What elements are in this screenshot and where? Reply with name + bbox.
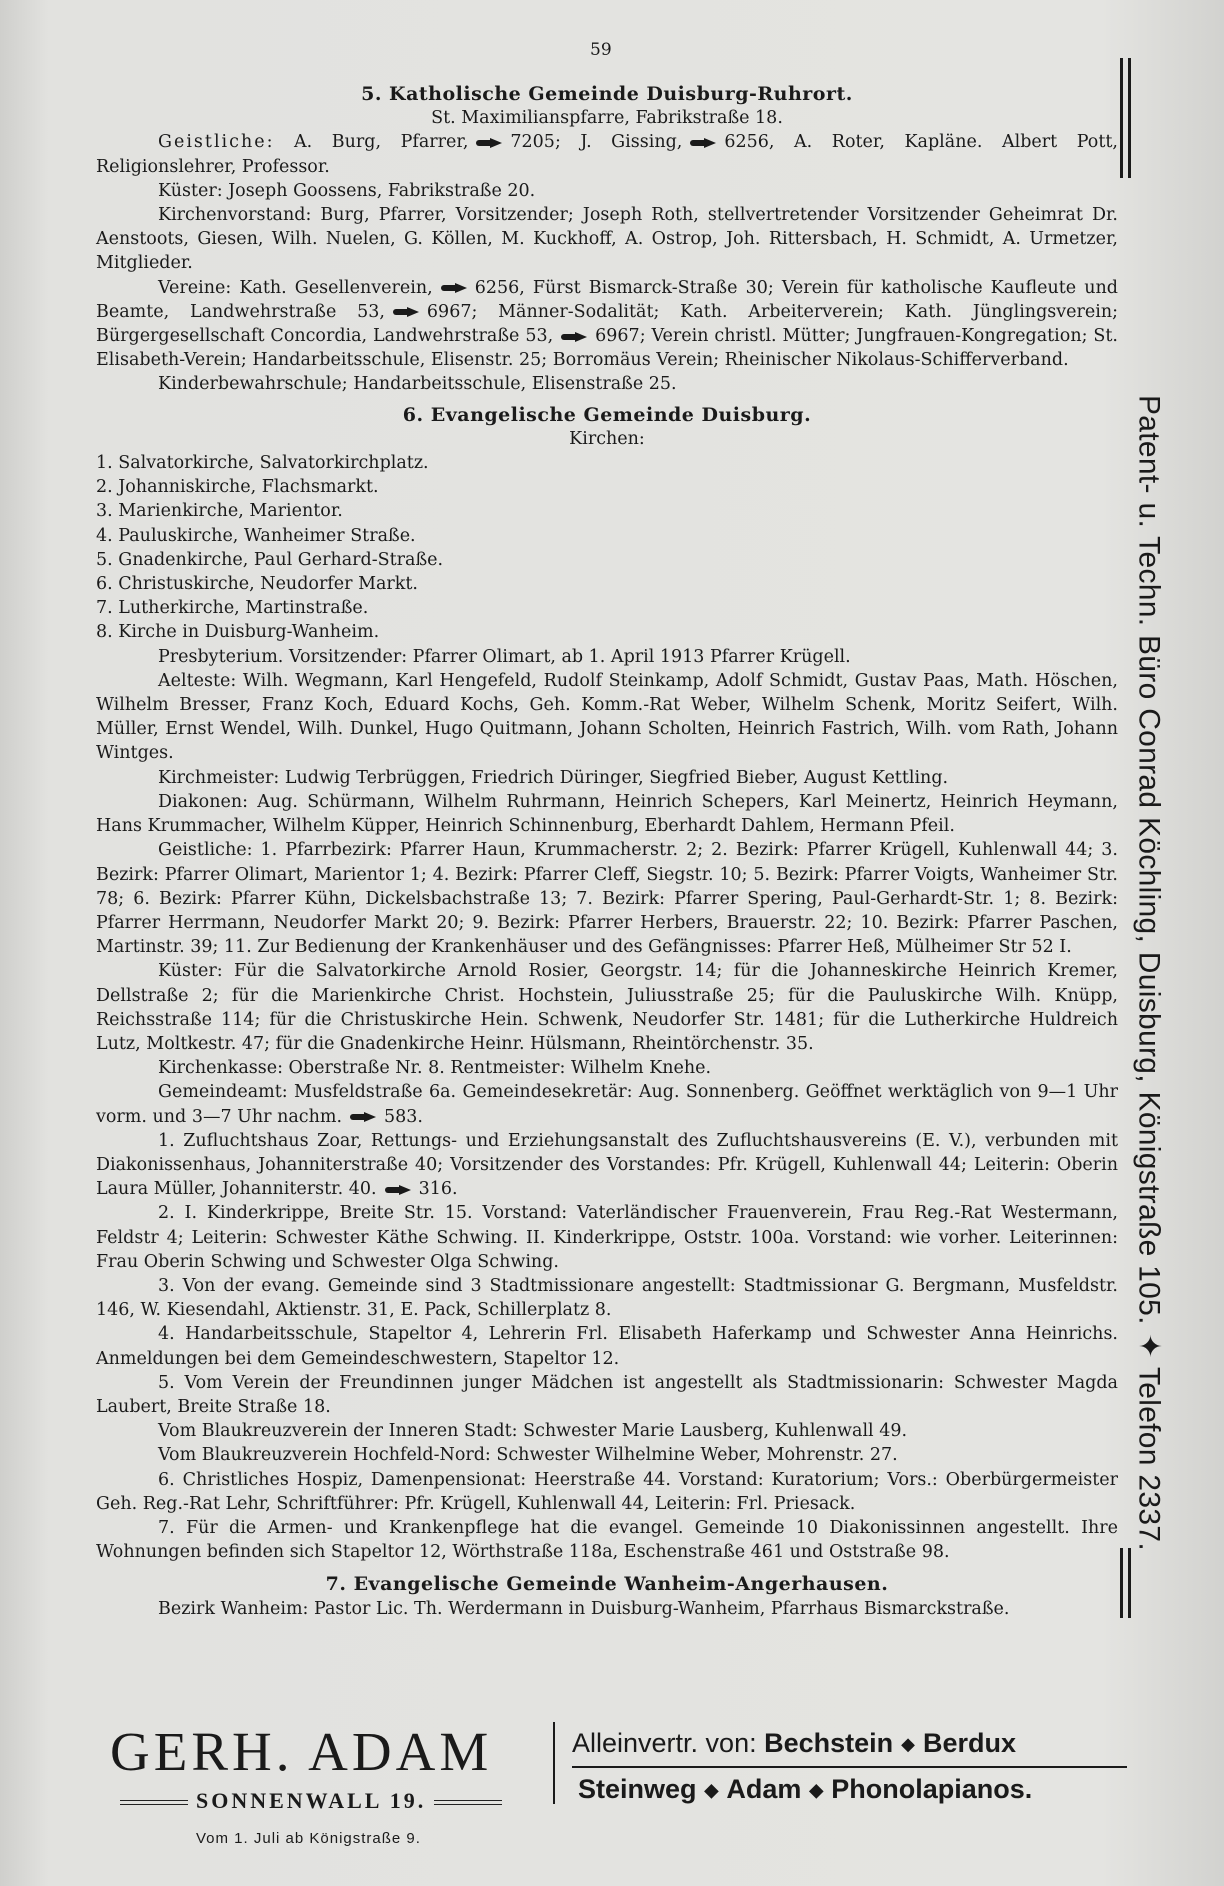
sidebar-advertisement [1112, 58, 1186, 1618]
ad-brand: Adam [726, 1774, 802, 1804]
kuester: Küster: Für die Salvatorkirche Arnold Rosier, Georgstr. 14; für die Johanneskirche Heinrich Kremer, Dellstraße 2; für die Marienkirche Christ. Hochstein, Juliusstraße 25; für die Pauluskirche Wilh. Knüpp, Reichsstraße 114; für die Christuskirche Hein. Schwenk, Neudorfer Str. 1481; für die Lutherkirche Huldreich Lutz, Moltkestr. 47; für die Gnadenkirche Heinr. Hülsmann, Rheintörchenstr. 35. [96, 961, 1118, 1054]
church-item: 5. Gnadenkirche, Paul Gerhard-Straße. [96, 549, 444, 570]
church-item: 6. Christuskirche, Neudorfer Markt. [96, 574, 418, 595]
sidebar-rule [1128, 58, 1131, 178]
gemeindeamt-text: Gemeindeamt: Musfeldstraße 6a. Gemeindesekretär: Aug. Sonnenberg. Geöffnet werktäglich von 9—1 Uhr vorm. und 3—7 Uhr nachm. [96, 1082, 1118, 1127]
vereine-a: Vereine: Kath. Gesellenverein, [158, 277, 433, 298]
church-item: 1. Salvatorkirche, Salvatorkirchplatz. [96, 453, 429, 474]
section-5-kinder: Kinderbewahrschule; Handarbeitsschule, Elisenstraße 25. [158, 374, 677, 395]
gemeindeamt [96, 1080, 1118, 1128]
main-text-column [96, 82, 1118, 1621]
vereine-c: Männer-Sodalität; Kath. Arbeiterverein; Kath. Jünglingsverein; Bürgergesellschaft Concordia, Landwehrstraße 53, [96, 301, 1118, 347]
telephone-icon [381, 1185, 415, 1195]
sidebar-rule [1128, 1548, 1131, 1618]
church-item: 4. Pauluskirche, Wanheimer Straße. [96, 525, 416, 546]
ad-brand: Steinweg [578, 1774, 697, 1804]
churches-list [96, 451, 1118, 645]
institution-1-tel: 316. [418, 1179, 458, 1200]
vereine-tel1: 6256, [474, 277, 525, 298]
aelteste: Aelteste: Wilh. Wegmann, Karl Hengefeld, Rudolf Steinkamp, Adolf Schmidt, Gustav Paas, Math. Höschen, Wilhelm Bresser, Franz Koch, Eduard Kochs, Geh. Komm.-Rat Weber, Wilhelm Schenk, Moritz Seifert, Wilh. Müller, Ernst Wendel, Wilh. Dunkel, Hugo Quitmann, Johann Scholten, Heinrich Fastrich, Wilh. vom Rath, Johann Wintges. [96, 670, 1118, 764]
ad-line-2 [578, 1774, 1032, 1805]
institution-2: 2. I. Kinderkrippe, Breite Str. 15. Vorstand: Vaterländischer Frauenverein, Frau Reg.-Rat Westermann, Feldstr 4; Leiterin: Schwester Käthe Schwing. II. Kinderkrippe, Oststr. 100a. Vorstand: wie vorher. Leiterinnen: Frau Oberin Schwing und Schwester Olga Schwing. [96, 1203, 1118, 1272]
diamond-icon: ◆ [809, 1780, 824, 1801]
section-7-text: Bezirk Wanheim: Pastor Lic. Th. Werdermann in Duisburg-Wanheim, Pfarrhaus Bismarckstraße. [158, 1598, 1010, 1619]
clergy-a-tel: 7205; [510, 132, 561, 153]
page-number: 59 [590, 40, 612, 60]
gemeindeamt-tel: 583. [384, 1106, 423, 1127]
ad-rule [572, 1766, 1127, 1768]
section-5-clergy [96, 130, 1118, 178]
diamond-icon: ◆ [704, 1780, 719, 1801]
institution-1 [96, 1129, 1118, 1202]
ad-company-name: GERH. ADAM [110, 1721, 493, 1782]
institution-4: 4. Handarbeitsschule, Stapeltor 4, Lehrerin Frl. Elisabeth Haferkamp und Schwester Anna Heinrichs. Anmeldungen bei dem Gemeindeschwestern, Stapeltor 12. [96, 1324, 1118, 1369]
clergy-c: A. Roter, Kapläne. [794, 132, 983, 153]
vereine-b: Fürst Bismarck-Straße 30; Verein für katholische Kaufleute und Beamte, Landwehrstraße 53, [96, 277, 1118, 322]
institution-6: 6. Christliches Hospiz, Damenpensionat: Heerstraße 44. Vorstand: Kuratorium; Vors.: Oberbürgermeister Geh. Reg.-Rat Lehr, Schriftführer: Pfr. Krügell, Kuhlenwall 44, Leiterin: Frl. Priesack. [96, 1469, 1118, 1514]
section-5-vereine [96, 276, 1118, 373]
section-6-title: 6. Evangelische Gemeinde Duisburg. [402, 403, 812, 426]
church-item: 3. Marienkirche, Marientor. [96, 501, 343, 522]
ad-divider [553, 1722, 555, 1804]
vereine-tel3: 6967; [595, 326, 646, 347]
diamond-icon: ◆ [901, 1734, 915, 1755]
church-item: 2. Johanniskirche, Flachsmarkt. [96, 477, 379, 498]
ad-line1-prefix: Alleinvertr. von: [572, 1728, 757, 1758]
section-5-sexton: Küster: Joseph Goossens, Fabrikstraße 20. [158, 180, 536, 201]
presbyterium: Presbyterium. Vorsitzender: Pfarrer Olimart, ab 1. April 1913 Pfarrer Krügell. [158, 646, 851, 667]
kirchmeister: Kirchmeister: Ludwig Terbrüggen, Friedrich Düringer, Siegfried Bieber, August Kettling. [158, 767, 949, 788]
section-7-title: 7. Evangelische Gemeinde Wanheim-Angerhausen. [325, 1573, 889, 1596]
ad-brand: Bechstein [764, 1728, 894, 1758]
institution-5c: Vom Blaukreuzverein Hochfeld-Nord: Schwester Wilhelmine Weber, Mohrenstr. 27. [158, 1445, 898, 1466]
institution-5: 5. Vom Verein der Freundinnen junger Mädchen ist angestellt als Stadtmissionarin: Schwester Magda Laubert, Breite Straße 18. [96, 1372, 1118, 1417]
ad-address: SONNENWALL 19. [196, 1788, 427, 1813]
telephone-icon [686, 138, 720, 148]
ad-brand: Berdux [923, 1728, 1017, 1758]
church-item: 8. Kirche in Duisburg-Wanheim. [96, 622, 380, 643]
telephone-icon [472, 138, 506, 148]
institution-7: 7. Für die Armen- und Krankenpflege hat die evangel. Gemeinde 10 Diakonissinnen angestellt. Ihre Wohnungen befinden sich Stapeltor 12, Wörthstraße 118a, Eschenstraße 461 und Oststraße 98. [96, 1517, 1118, 1563]
church-item: 7. Lutherkirche, Martinstraße. [96, 598, 369, 619]
clergy-label: Geistliche: [158, 132, 275, 153]
telephone-icon [346, 1112, 380, 1122]
diakonen: Diakonen: Aug. Schürmann, Wilhelm Ruhrmann, Heinrich Schepers, Karl Meinertz, Heinrich Heymann, Hans Krummacher, Wilhelm Küpper, Heinrich Schinnenburg, Eberhardt Dahlem, Hermann Pfeil. [96, 791, 1118, 837]
geistliche: Geistliche: 1. Pfarrbezirk: Pfarrer Haun, Krummacherstr. 2; 2. Bezirk: Pfarrer Krügell, Kuhlenwall 44; 3. Bezirk: Pfarrer Olimart, Marientor 1; 4. Bezirk: Pfarrer Cleff, Siegstr. 10; 5. Bezirk: Pfarrer Voigts, Wanheimer Str. 78; 6. Bezirk: Pfarrer Kühn, Dickelsbachstraße 13; 7. Bezirk: Pfarrer Spering, Paul-Gerhardt-Str. 1; 8. Bezirk: Pfarrer Herrmann, Neudorfer Markt 20; 9. Bezirk: Pfarrer Herbers, Brauerstr. 22; 10. Bezirk: Pfarrer Paschen, Martinstr. 39; 11. Zur Bedienung der Krankenhäuser und des Gefängnisses: Pfarrer Heß, Mülheimer Str 52 I. [96, 840, 1118, 958]
board-line-3: H. Schmidt, A. Urmetzer, Mitglieder. [96, 229, 1118, 274]
vereine-tel2: 6967; [426, 301, 478, 322]
telephone-icon [557, 332, 591, 342]
clergy-b: J. Gissing, [580, 132, 683, 153]
clergy-b-tel: 6256, [724, 132, 775, 153]
board-line-1: Kirchenvorstand: Burg, Pfarrer, Vorsitzender; Joseph Roth, stellvertretender Vorsitzender [158, 205, 980, 226]
institution-5b: Vom Blaukreuzverein der Inneren Stadt: Schwester Marie Lausberg, Kuhlenwall 49. [158, 1421, 908, 1442]
section-5-board [96, 203, 1118, 276]
vereine-d: Verein christl. Mütter; Jungfrauen-Kongregation; St. Elisabeth-Verein; Handarbeitsschule, Elisenstr. 25; Borromäus Verein; Rheinischer Nikolaus-Schifferverband. [96, 326, 1118, 371]
telephone-icon [389, 307, 423, 317]
churches-heading: Kirchen: [569, 428, 645, 449]
ad-brand: Phonolapianos. [831, 1774, 1033, 1804]
sidebar-rule [1120, 1548, 1123, 1618]
institution-3: 3. Von der evang. Gemeinde sind 3 Stadtmissionare angestellt: Stadtmissionar G. Bergmann, Musfeldstr. 146, W. Kiesendahl, Aktienstr. 31, E. Pack, Schillerplatz 8. [96, 1275, 1118, 1321]
ad-move-note: Vom 1. Juli ab Königstraße 9. [196, 1830, 421, 1847]
clergy-line2: Albert Pott, Religionslehrer, Professor. [96, 132, 1118, 177]
institution-1-text: 1. Zufluchtshaus Zoar, Rettungs- und Erziehungsanstalt des Zufluchtshausvereins (E. V.), verbunden mit Diakonissenhaus, Johanniterstraße 40; Vorsitzender des Vorstandes: Pfr. Krügell, Kuhlenwall 44; Leiterin: Oberin Laura Müller, Johanniterstr. 40. [96, 1130, 1118, 1200]
clergy-a: A. Burg, Pfarrer, [294, 132, 469, 153]
bottom-advertisement [96, 1722, 1126, 1862]
section-5-title: 5. Katholische Gemeinde Duisburg-Ruhrort. [361, 83, 853, 105]
kirchenkasse: Kirchenkasse: Oberstraße Nr. 8. Rentmeister: Wilhelm Knehe. [158, 1058, 712, 1079]
sidebar-text: Patent- u. Techn. Büro Conrad Köchling, Duisburg, Königstraße 105. ✦ Telefon 2337. [1132, 395, 1166, 1551]
sidebar-rule [1120, 58, 1123, 178]
board-line-2: Geheimrat Dr. Aenstoots, Giesen, Wilh. Nuelen, G. Köllen, M. Kuckhoff, A. Ostrop, Joh. Rittersbach, [96, 205, 1118, 250]
ad-line-1 [572, 1728, 1016, 1759]
section-5-parish: St. Maximilianspfarre, Fabrikstraße 18. [431, 108, 783, 129]
telephone-icon [437, 283, 471, 293]
